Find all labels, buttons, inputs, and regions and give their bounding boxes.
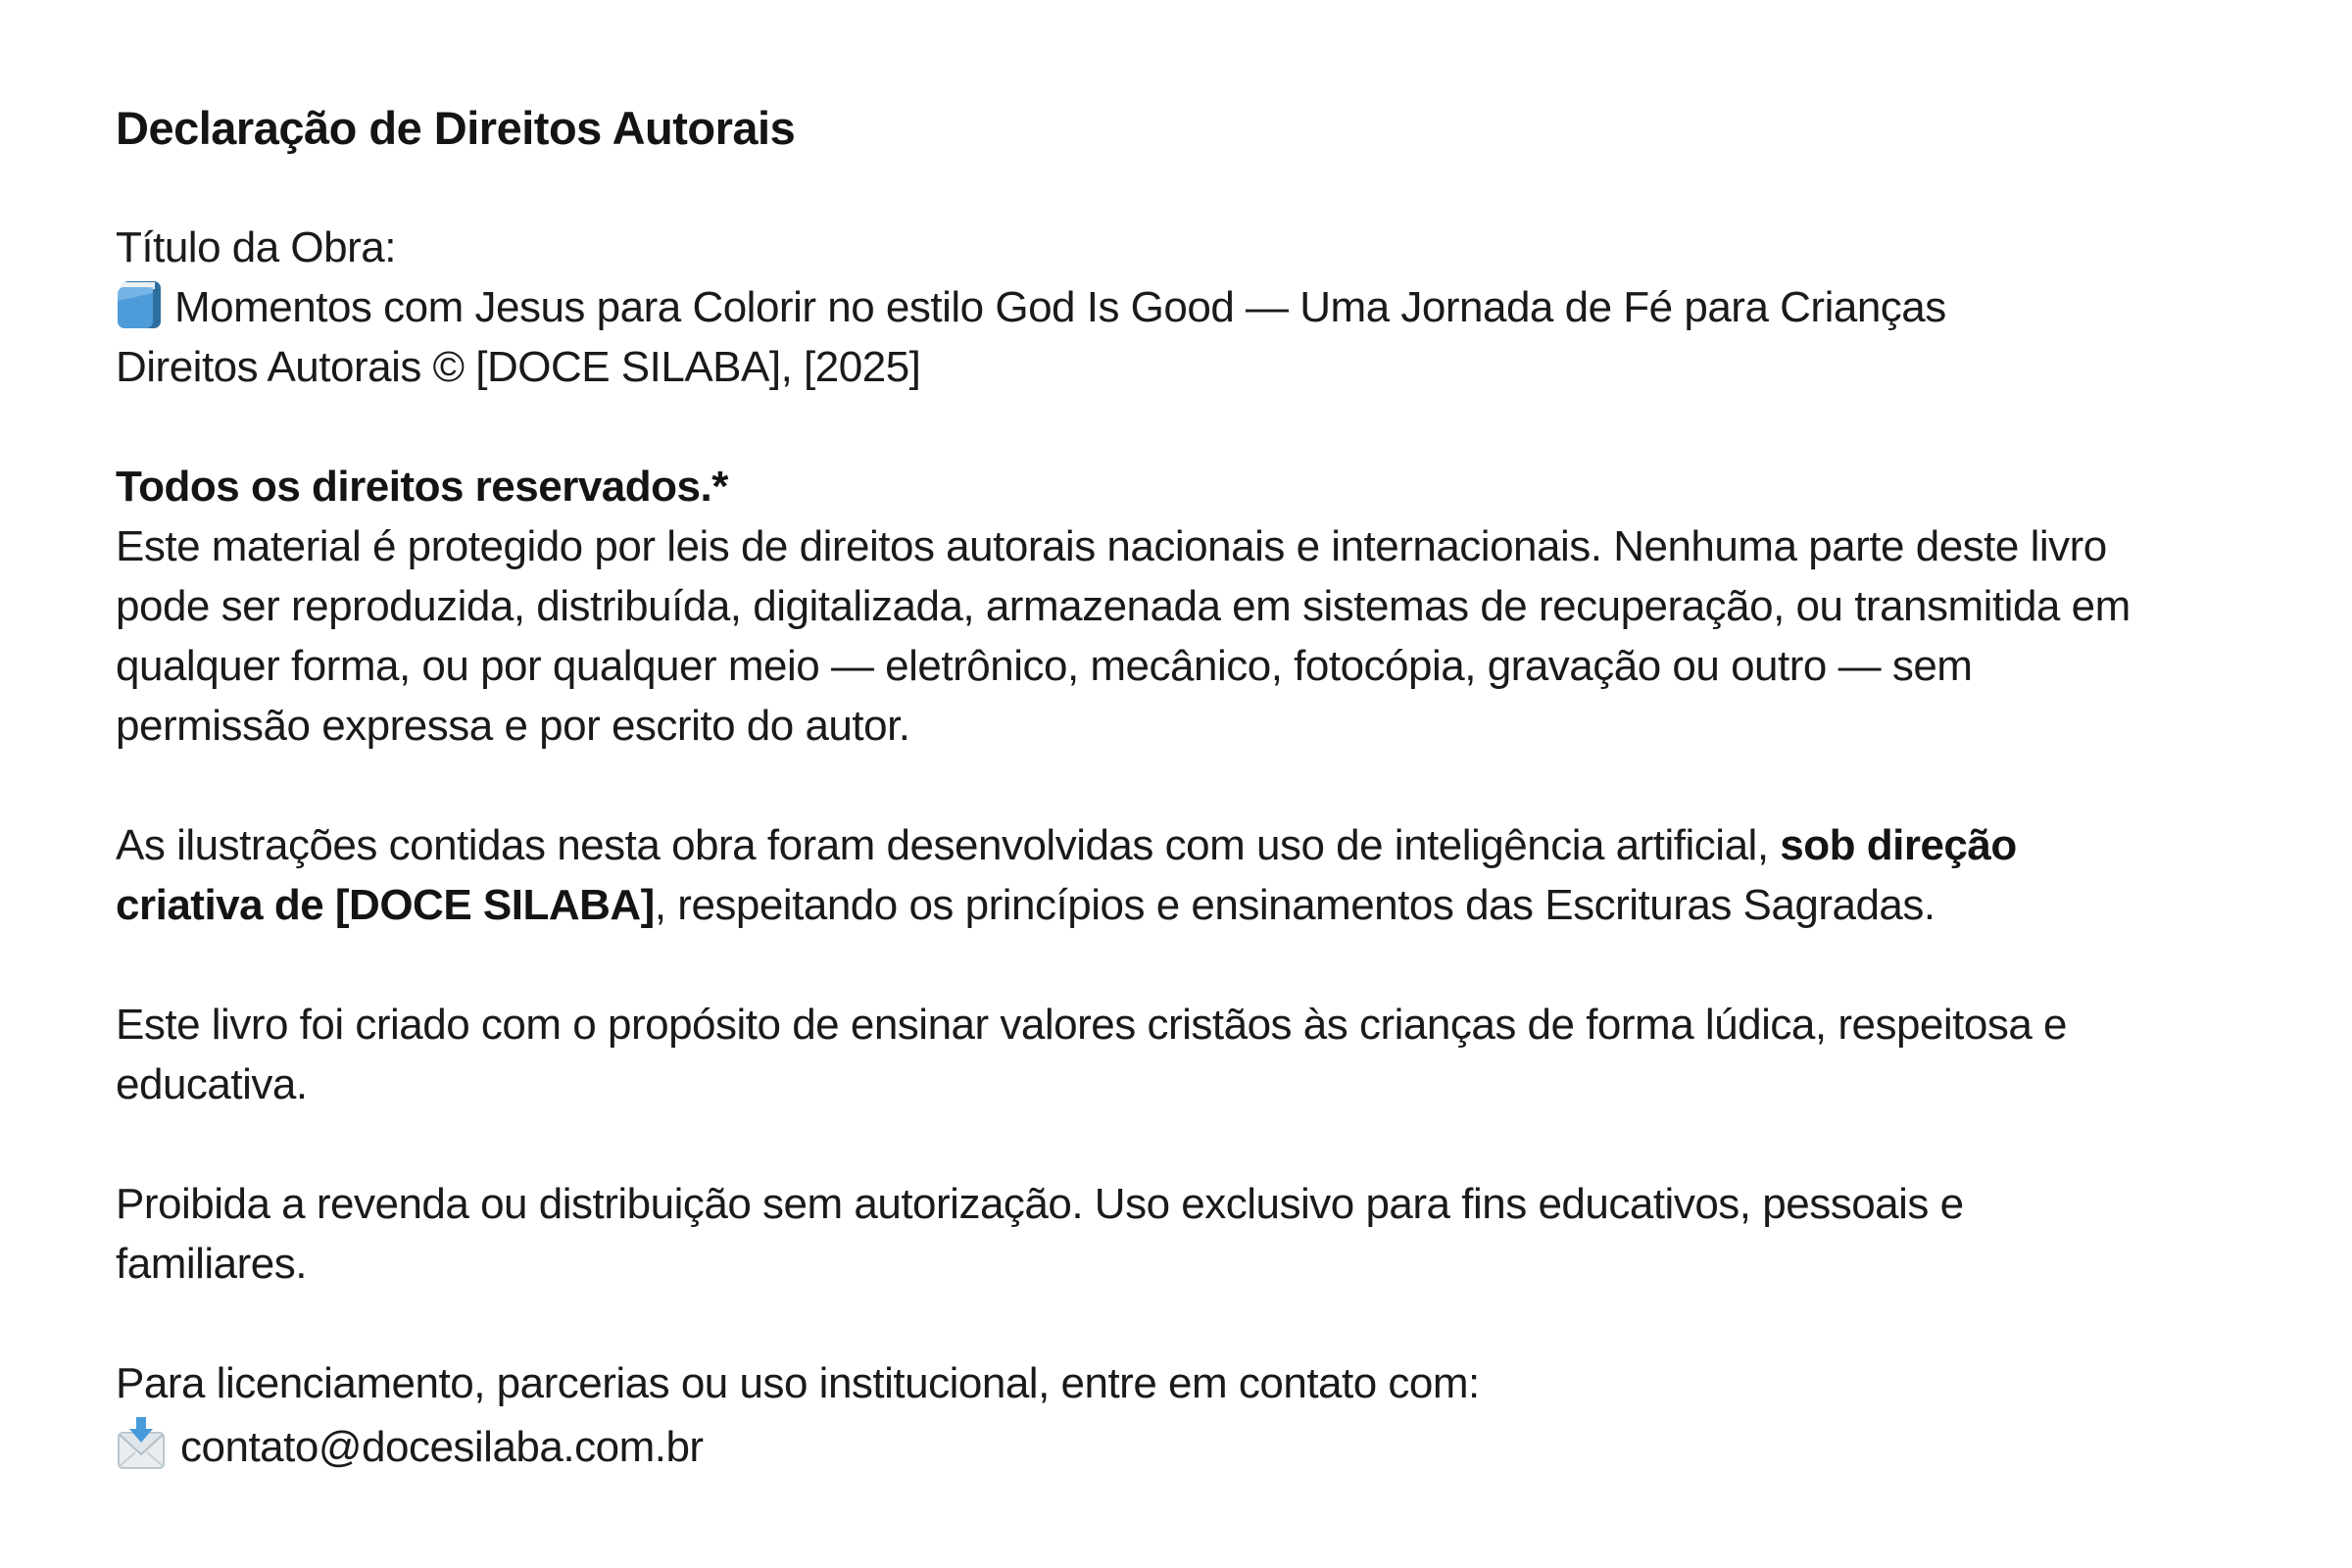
text-line — [116, 337, 2293, 397]
text-line — [116, 576, 2293, 636]
blue-book-icon — [116, 279, 161, 330]
text: Momentos com Jesus para Colorir no estilo God Is Good — Uma Jornada de Fé para Crianças — [174, 283, 1946, 331]
text: pode ser reproduzida, distribuída, digitalizada, armazenada em sistemas de recuperação, ou transmitida em — [116, 582, 2131, 630]
page-title: Declaração de Direitos Autorais — [116, 102, 796, 154]
text-line — [116, 277, 2293, 337]
text: permissão expressa e por escrito do autor. — [116, 702, 910, 750]
text: Para licenciamento, parcerias ou uso institucional, entre em contato com: — [116, 1359, 1480, 1407]
text-line — [116, 457, 2293, 516]
resale-prohibition-paragraph — [116, 1174, 2293, 1294]
text-line — [116, 1054, 2293, 1114]
text: Título da Obra: — [116, 223, 396, 271]
text-line — [116, 995, 2293, 1054]
work-title-paragraph — [116, 218, 2293, 397]
text-line — [116, 1413, 2293, 1477]
rights-reserved-paragraph — [116, 457, 2293, 756]
text: As ilustrações contidas nesta obra foram desenvolvidas com uso de inteligência artificial, — [116, 821, 1781, 869]
purpose-paragraph — [116, 995, 2293, 1114]
text: Este livro foi criado com o propósito de ensinar valores cristãos às crianças de forma lúdica, respeitosa e — [116, 1001, 2068, 1049]
text: Proibida a revenda ou distribuição sem autorização. Uso exclusivo para fins educativos, pessoais e — [116, 1180, 1964, 1228]
text: Este material é protegido por leis de direitos autorais nacionais e internacionais. Nenhuma parte deste livro — [116, 522, 2107, 570]
text: familiares. — [116, 1240, 307, 1288]
text-line — [116, 696, 2293, 756]
text: educativa. — [116, 1060, 308, 1108]
text-line — [116, 1353, 2293, 1413]
text: contato@docesilaba.com.br — [180, 1423, 704, 1471]
text-line — [116, 1174, 2293, 1234]
document-body — [116, 218, 2293, 1477]
ai-disclosure-paragraph — [116, 815, 2293, 935]
text: , respeitando os princípios e ensinamentos das Escrituras Sagradas. — [654, 881, 1936, 929]
text-line — [116, 815, 2293, 875]
text-line — [116, 1234, 2293, 1294]
bold-text: criativa de [DOCE SILABA] — [116, 881, 655, 929]
text: qualquer forma, ou por qualquer meio — eletrônico, mecânico, fotocópia, gravação ou outro — sem — [116, 642, 1973, 690]
text-line — [116, 516, 2293, 576]
text: Direitos Autorais © [DOCE SILABA], [2025] — [116, 343, 921, 391]
envelope-arrow-icon — [116, 1413, 167, 1470]
contact-paragraph — [116, 1353, 2293, 1477]
text-line — [116, 875, 2293, 935]
bold-text: Todos os direitos reservados.* — [116, 463, 728, 511]
text-line — [116, 218, 2293, 277]
text-line — [116, 636, 2293, 696]
bold-text: sob direção — [1780, 821, 2017, 869]
